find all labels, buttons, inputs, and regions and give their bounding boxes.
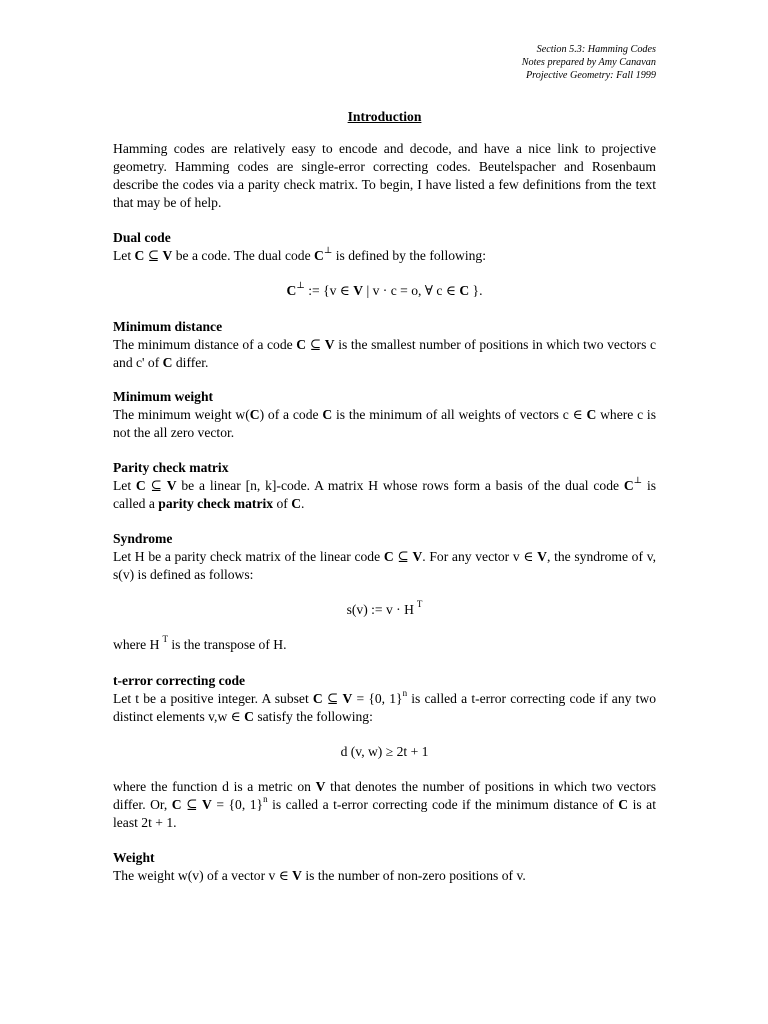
t-error-after xyxy=(113,778,656,832)
t-error-formula: d (v, w) ≥ 2t + 1 xyxy=(340,744,429,759)
text: = {0, 1} xyxy=(352,691,403,706)
text: . xyxy=(301,496,305,511)
symbol-C: C xyxy=(586,407,597,422)
text: Let xyxy=(113,248,135,263)
symbol-V: V xyxy=(162,248,173,263)
symbol-C: C xyxy=(134,248,145,263)
text: is the minimum of all weights of vectors c ∈ xyxy=(332,407,587,422)
exponent-n: n xyxy=(402,688,408,699)
min-distance-heading: Minimum distance xyxy=(113,319,223,334)
text: is the number of non-zero positions of v. xyxy=(302,868,526,883)
intro-paragraph: Hamming codes are relatively easy to encode and decode, and have a nice link to projective geometry. Hamming codes are single-error correcting codes. Beutelspacher and Rosenbaum describe the codes via a parity check matrix. To begin, I have listed a few definitions from the text that may be of help. xyxy=(113,141,656,210)
header-course: Projective Geometry: Fall 1999 xyxy=(525,70,656,81)
text: that denotes the number of positions in which two vectors differ. Or, xyxy=(113,779,656,812)
symbol-V: V xyxy=(166,478,177,493)
syndrome-section xyxy=(113,530,656,654)
transpose-superscript: T xyxy=(162,634,168,645)
syndrome-definition xyxy=(113,548,656,584)
text: satisfy the following: xyxy=(253,709,373,724)
header-section: Section 5.3: Hamming Codes xyxy=(536,44,656,55)
min-distance-definition xyxy=(113,336,656,372)
symbol-C: C xyxy=(162,355,173,370)
symbol-C: C xyxy=(296,337,307,352)
text: The minimum distance of a code xyxy=(113,337,297,352)
formula-text: := {v ∈ xyxy=(304,283,354,298)
subset-symbol: ⊆ xyxy=(393,549,413,564)
header-author: Notes prepared by Amy Canavan xyxy=(521,57,656,68)
min-distance-section xyxy=(113,318,656,372)
syndrome-formula xyxy=(113,601,656,619)
perp-symbol: ⊥ xyxy=(633,475,643,486)
symbol-C: C xyxy=(383,549,394,564)
symbol-C: C xyxy=(135,478,146,493)
min-weight-definition xyxy=(113,406,656,442)
text: Let t be a positive integer. A subset xyxy=(113,691,313,706)
text: . For any vector v ∈ xyxy=(422,549,538,564)
text: The minimum weight w( xyxy=(113,407,250,422)
text: differ. xyxy=(172,355,209,370)
text: be a code. The dual code xyxy=(172,248,315,263)
symbol-V: V xyxy=(342,691,353,706)
transpose-superscript: T xyxy=(416,599,423,610)
formula-text: s(v) := v · H xyxy=(346,602,414,617)
symbol-V: V xyxy=(353,283,364,298)
formula-text: }. xyxy=(469,283,483,298)
text: of xyxy=(273,496,292,511)
symbol-C: C xyxy=(314,248,324,263)
symbol-C: C xyxy=(623,478,634,493)
subset-symbol: ⊆ xyxy=(181,797,203,812)
text: where the function d is a metric on xyxy=(113,779,316,794)
subset-symbol: ⊆ xyxy=(145,478,167,493)
syndrome-heading: Syndrome xyxy=(113,531,173,546)
perp-symbol: ⊥ xyxy=(323,245,333,256)
text: be a linear [n, k]-code. A matrix H whose rows form a basis of the dual code xyxy=(176,478,624,493)
dual-code-heading: Dual code xyxy=(113,230,171,245)
symbol-V: V xyxy=(202,797,212,812)
text: The weight w(v) of a vector v ∈ xyxy=(113,868,293,883)
text: is defined by the following: xyxy=(332,248,486,263)
symbol-C: C xyxy=(459,283,470,298)
text: where c is not the all zero vector. xyxy=(113,407,656,440)
t-error-definition xyxy=(113,690,656,726)
formula-text: | v · c = o, ∀ c ∈ xyxy=(363,283,460,298)
symbol-V: V xyxy=(324,337,335,352)
t-error-heading: t-error correcting code xyxy=(113,673,246,688)
symbol-V: V xyxy=(537,549,547,564)
text: Let xyxy=(113,478,136,493)
weight-definition xyxy=(113,867,656,885)
bold-term: parity check matrix xyxy=(158,496,274,511)
text: is called a t-error correcting code if the minimum distance of xyxy=(267,797,619,812)
min-weight-heading: Minimum weight xyxy=(113,389,214,404)
page-header xyxy=(522,43,656,82)
symbol-C: C xyxy=(249,407,260,422)
parity-check-definition xyxy=(113,477,656,513)
symbol-C: C xyxy=(171,797,182,812)
syndrome-after xyxy=(113,636,656,654)
symbol-V: V xyxy=(292,868,302,883)
weight-heading: Weight xyxy=(113,850,155,865)
subset-symbol: ⊆ xyxy=(306,337,325,352)
t-error-section xyxy=(113,672,656,832)
dual-code-formula xyxy=(113,282,656,300)
dual-code-section xyxy=(113,229,656,300)
symbol-C: C xyxy=(312,691,323,706)
symbol-V: V xyxy=(412,549,423,564)
text: ) of a code xyxy=(259,407,323,422)
parity-check-section xyxy=(113,459,656,513)
text: Let H be a parity check matrix of the linear code xyxy=(113,549,384,564)
text: is at least 2t + 1. xyxy=(113,797,656,830)
parity-check-heading: Parity check matrix xyxy=(113,460,229,475)
text: is called a t-error correcting code if any two distinct elements v,w ∈ xyxy=(113,691,657,724)
exponent-n: n xyxy=(263,794,268,805)
text: where H xyxy=(113,637,160,652)
text: = {0, 1} xyxy=(211,797,264,812)
dual-code-definition xyxy=(113,247,656,265)
symbol-C: C xyxy=(286,283,297,298)
document-page xyxy=(113,0,656,1024)
weight-section xyxy=(113,849,656,885)
symbol-C: C xyxy=(618,797,629,812)
text: is called a xyxy=(113,478,657,511)
page-title: Introduction xyxy=(347,109,422,124)
text: , the syndrome of v, s(v) is defined as follows: xyxy=(113,549,657,582)
min-weight-section xyxy=(113,388,656,442)
text: is the transpose of H. xyxy=(167,637,287,652)
text: is the smallest number of positions in which two vectors c and c' of xyxy=(113,337,657,370)
symbol-V: V xyxy=(315,779,326,794)
subset-symbol: ⊆ xyxy=(144,248,163,263)
symbol-C: C xyxy=(244,709,254,724)
subset-symbol: ⊆ xyxy=(322,691,343,706)
symbol-C: C xyxy=(291,496,302,511)
perp-symbol: ⊥ xyxy=(296,280,305,291)
symbol-C: C xyxy=(322,407,333,422)
